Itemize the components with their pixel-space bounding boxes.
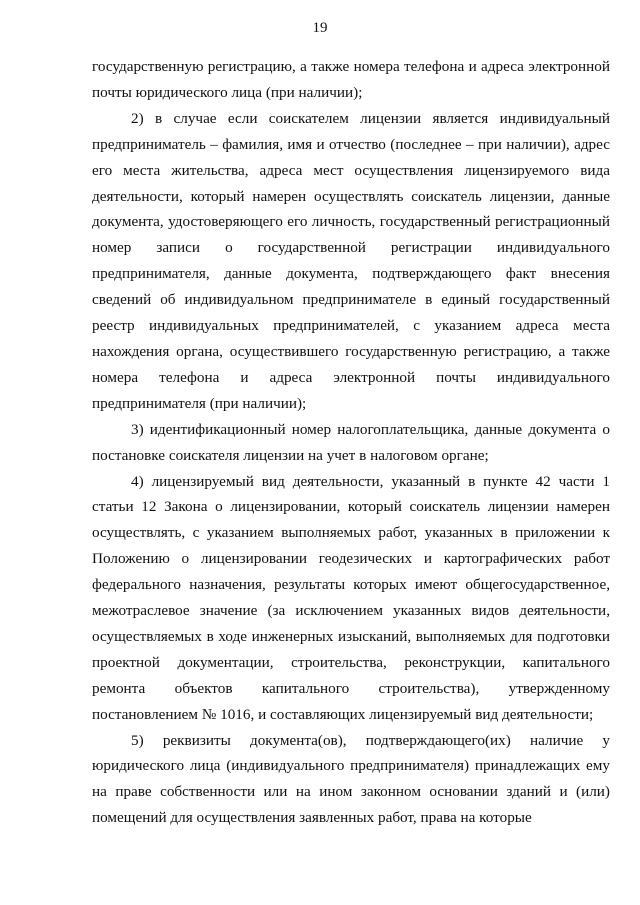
paragraph-item-5: 5) реквизиты документа(ов), подтверждающего(их) наличие у юридического лица (индивидуального предпринимателя) принадлежащих ему на праве собственности или на ином законном основании зданий и (или) помещений для осуществления заявленных работ, права на которые <box>92 731 610 827</box>
paragraph-item-4: 4) лицензируемый вид деятельности, указанный в пункте 42 части 1 статьи 12 Закона о лицензировании, который соискатель лицензии намерен осуществлять, с указанием выполняемых работ, указанных в приложении к Положению о лицензировании геодезических и картографических работ федерального назначения, результаты которых имеют общегосударственное, межотраслевое значение (за исключением указанных видов деятельности, осуществляемых в ходе инженерных изысканий, выполняемых для подготовки проектной документации, строительства, реконструкции, капитального ремонта объектов капитального строительства), утвержденному постановлением № 1016, и составляющих лицензируемый вид деятельности; <box>92 472 610 723</box>
document-body <box>92 54 610 831</box>
page-number: 19 <box>312 20 328 36</box>
paragraph-item-2: 2) в случае если соискателем лицензии является индивидуальный предприниматель – фамилия, имя и отчество (последнее – при наличии), адрес его места жительства, адреса мест осуществления лицензируемого вида деятельности, который намерен осуществлять соискатель лицензии, данные документа, удостоверяющего его личность, государственный регистрационный номер записи о государственной регистрации индивидуального предпринимателя, данные документа, подтверждающего факт внесения сведений об индивидуальном предпринимателе в единый государственный реестр индивидуальных предпринимателей, с указанием адреса места нахождения органа, осуществившего государственную регистрацию, а также номера телефона и адреса электронной почты индивидуального предпринимателя (при наличии); <box>92 109 610 412</box>
paragraph-item-3: 3) идентификационный номер налогоплательщика, данные документа о постановке соискателя лицензии на учет в налоговом органе; <box>92 420 610 464</box>
paragraph-continuation: государственную регистрацию, а также номера телефона и адреса электронной почты юридического лица (при наличии); <box>92 58 610 101</box>
